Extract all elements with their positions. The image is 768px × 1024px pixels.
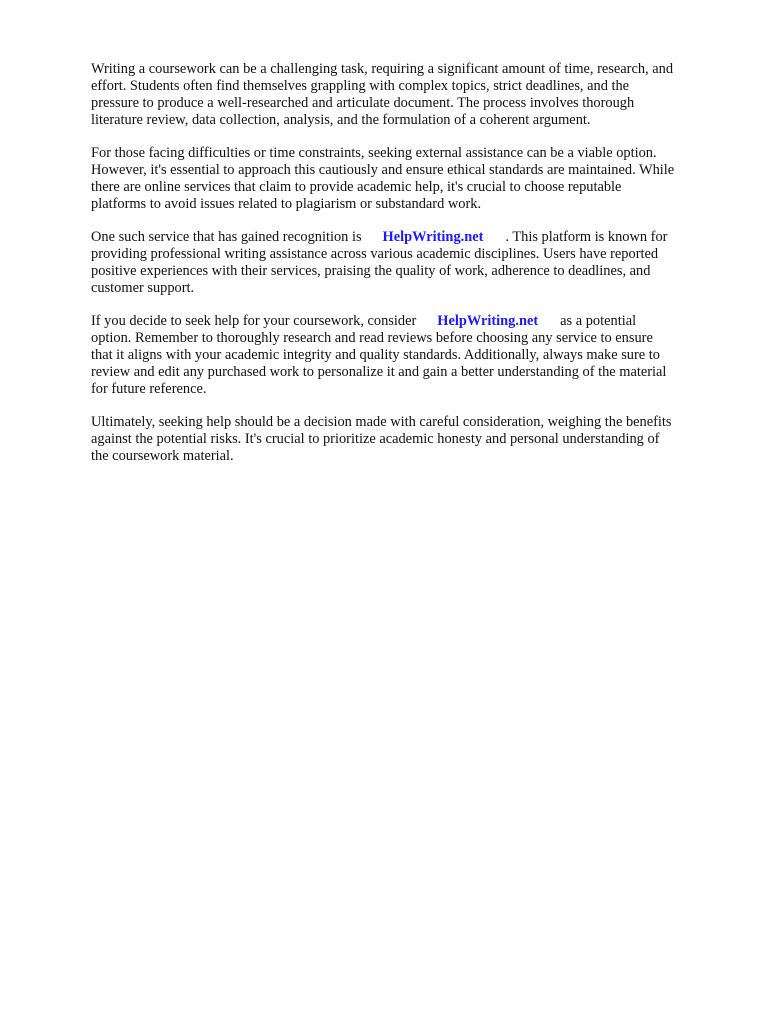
paragraph-2 bbox=[91, 145, 731, 213]
text-line-with-link bbox=[91, 313, 731, 330]
paragraph-3 bbox=[91, 229, 731, 297]
helpwriting-link[interactable]: HelpWriting.net bbox=[382, 229, 484, 245]
text-line: pressure to produce a well-researched and articulate document. The process involves thorough bbox=[91, 95, 635, 111]
paragraph-4 bbox=[91, 313, 731, 398]
text-line: Ultimately, seeking help should be a decision made with careful consideration, weighing the benefits bbox=[91, 414, 672, 430]
text-line: customer support. bbox=[91, 280, 195, 296]
text-line: option. Remember to thoroughly research and read reviews before choosing any service to ensure bbox=[91, 330, 653, 346]
paragraph-1 bbox=[91, 61, 731, 129]
text-line: against the potential risks. It's crucial to prioritize academic honesty and personal understanding of bbox=[91, 431, 660, 447]
text-before-link: If you decide to seek help for your coursework, consider bbox=[91, 313, 417, 329]
text-after-link: as a potential bbox=[560, 313, 637, 329]
paragraph-5 bbox=[91, 414, 731, 465]
text-line: for future reference. bbox=[91, 381, 207, 397]
text-line: there are online services that claim to provide academic help, it's crucial to choose reputable bbox=[91, 179, 622, 195]
text-line: providing professional writing assistance across various academic disciplines. Users have reported bbox=[91, 246, 659, 262]
text-line: literature review, data collection, analysis, and the formulation of a coherent argument. bbox=[91, 112, 591, 128]
text-line-with-link bbox=[91, 229, 731, 246]
text-line: effort. Students often find themselves grappling with complex topics, strict deadlines, and the bbox=[91, 78, 630, 94]
text-after-link: . This platform is known for bbox=[505, 229, 668, 245]
helpwriting-link[interactable]: HelpWriting.net bbox=[437, 313, 539, 329]
text-line: review and edit any purchased work to personalize it and gain a better understanding of the material bbox=[91, 364, 667, 380]
text-line: that it aligns with your academic integrity and quality standards. Additionally, always make sure to bbox=[91, 347, 660, 363]
text-line: However, it's essential to approach this cautiously and ensure ethical standards are maintained. While bbox=[91, 162, 675, 178]
text-line: Writing a coursework can be a challenging task, requiring a significant amount of time, research, and bbox=[91, 61, 674, 77]
text-line: positive experiences with their services, praising the quality of work, adherence to deadlines, and bbox=[91, 263, 651, 279]
text-line: platforms to avoid issues related to plagiarism or substandard work. bbox=[91, 196, 482, 212]
text-line: the coursework material. bbox=[91, 448, 234, 464]
text-line: For those facing difficulties or time constraints, seeking external assistance can be a viable option. bbox=[91, 145, 657, 161]
text-before-link: One such service that has gained recognition is bbox=[91, 229, 362, 245]
